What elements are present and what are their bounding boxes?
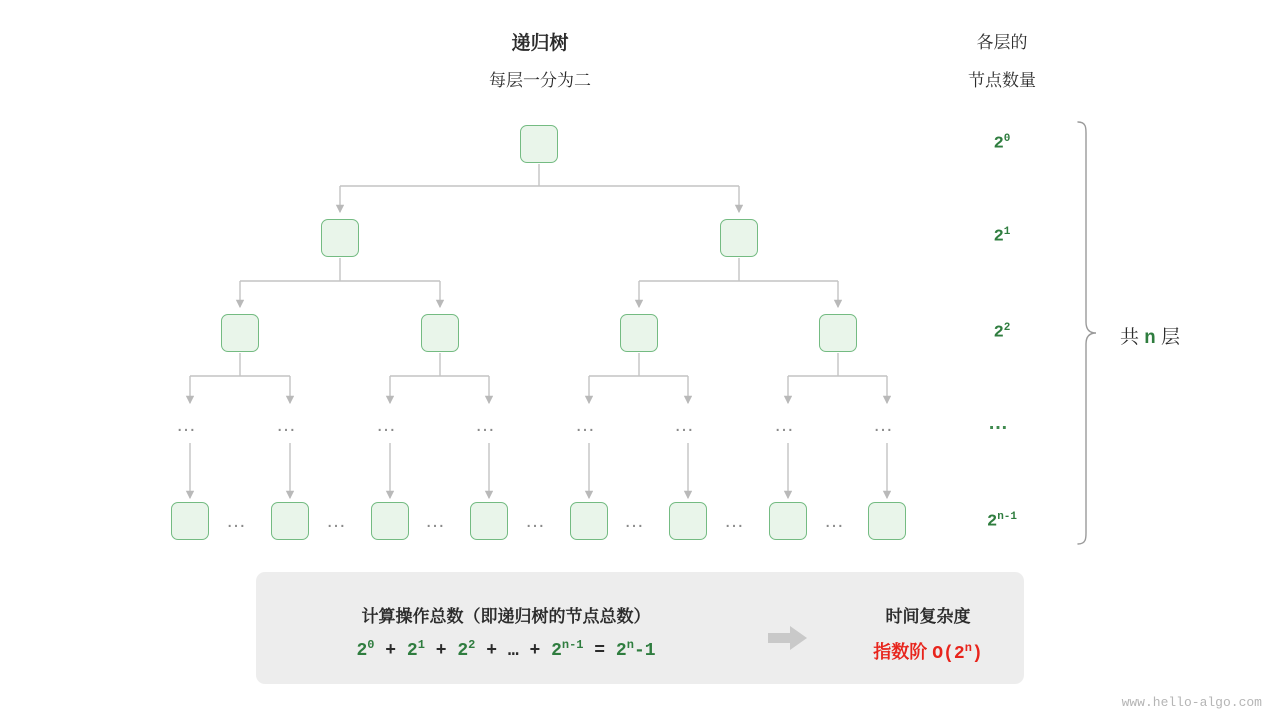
tree-node bbox=[171, 502, 209, 540]
tree-node bbox=[421, 314, 459, 352]
level-count-base: 2 bbox=[993, 323, 1004, 343]
ellipsis-dots: … bbox=[525, 510, 548, 532]
layers-suffix: 层 bbox=[1160, 327, 1180, 348]
formula-term-0: 2 bbox=[356, 641, 368, 661]
level-count-base: 2 bbox=[986, 512, 998, 532]
right-column-subtitle: 节点数量 bbox=[968, 71, 1036, 90]
time-complexity-title: 时间复杂度 bbox=[885, 607, 971, 626]
tree-node bbox=[868, 502, 906, 540]
ellipsis-dots: … bbox=[724, 510, 747, 532]
level-count-2 bbox=[942, 322, 1062, 343]
ellipsis-dots: … bbox=[575, 414, 598, 436]
ellipsis-dots: … bbox=[873, 414, 896, 436]
formula-term-4: 2 bbox=[615, 641, 627, 661]
diagram-subtitle: 每层一分为二 bbox=[489, 71, 591, 90]
complexity-close-paren: ) bbox=[971, 644, 983, 664]
total-layers-label bbox=[1120, 322, 1180, 349]
time-complexity-value bbox=[780, 638, 1076, 664]
tree-node bbox=[570, 502, 608, 540]
formula-ellipsis: … bbox=[507, 641, 519, 661]
tree-node bbox=[271, 502, 309, 540]
summary-panel bbox=[256, 572, 1024, 684]
layers-prefix: 共 bbox=[1120, 327, 1140, 348]
tree-node bbox=[371, 502, 409, 540]
tree-node bbox=[520, 125, 558, 163]
complexity-bigo: O(2 bbox=[932, 644, 965, 664]
formula-term-2: 2 bbox=[457, 641, 469, 661]
level-count-0 bbox=[942, 133, 1062, 154]
ellipsis-dots: … bbox=[376, 414, 399, 436]
level-count-exponent: 2 bbox=[1003, 322, 1011, 334]
formula-plus-2: + bbox=[435, 641, 447, 661]
complexity-order-label: 指数阶 bbox=[873, 642, 928, 662]
ellipsis-dots: … bbox=[326, 510, 349, 532]
formula-plus-1: + bbox=[385, 641, 397, 661]
level-count-exponent: 0 bbox=[1003, 133, 1011, 145]
tree-node bbox=[620, 314, 658, 352]
formula-equals: = bbox=[594, 641, 606, 661]
formula-minus-one: -1 bbox=[633, 641, 656, 661]
ellipsis-dots: … bbox=[824, 510, 847, 532]
operations-total-formula bbox=[256, 638, 756, 661]
ellipsis-dots: … bbox=[475, 414, 498, 436]
watermark: www.hello-algo.com bbox=[1121, 695, 1262, 710]
level-count-ellipsis: … bbox=[988, 412, 1011, 434]
formula-plus-3: + bbox=[486, 641, 497, 661]
formula-exp-3: n-1 bbox=[561, 638, 584, 652]
complexity-exponent: n bbox=[964, 641, 972, 655]
ellipsis-dots: … bbox=[774, 414, 797, 436]
tree-node bbox=[221, 314, 259, 352]
operations-total-title: 计算操作总数（即递归树的节点总数） bbox=[361, 607, 651, 626]
formula-term-3: 2 bbox=[551, 641, 562, 661]
ellipsis-dots: … bbox=[176, 414, 199, 436]
tree-node bbox=[669, 502, 707, 540]
ellipsis-dots: … bbox=[624, 510, 647, 532]
diagram-title: 递归树 bbox=[511, 33, 569, 54]
formula-plus-4: + bbox=[529, 641, 541, 661]
ellipsis-dots: … bbox=[276, 414, 299, 436]
level-count-exponent: 1 bbox=[1003, 226, 1011, 238]
level-count-base: 2 bbox=[993, 227, 1004, 247]
level-count-exponent: n-1 bbox=[997, 511, 1017, 523]
tree-node bbox=[769, 502, 807, 540]
tree-node bbox=[321, 219, 359, 257]
formula-exp-2: 2 bbox=[468, 638, 476, 652]
tree-node bbox=[720, 219, 758, 257]
level-count-1 bbox=[942, 226, 1062, 247]
formula-term-1: 2 bbox=[406, 641, 418, 661]
ellipsis-dots: … bbox=[226, 510, 249, 532]
ellipsis-dots: … bbox=[425, 510, 448, 532]
level-count-last bbox=[942, 511, 1062, 532]
tree-node bbox=[819, 314, 857, 352]
tree-node bbox=[470, 502, 508, 540]
formula-exp-4: n bbox=[626, 638, 634, 652]
level-count-base: 2 bbox=[993, 134, 1004, 154]
ellipsis-dots: … bbox=[674, 414, 697, 436]
layers-variable: n bbox=[1144, 327, 1156, 349]
formula-exp-0: 0 bbox=[367, 638, 375, 652]
right-column-title: 各层的 bbox=[976, 33, 1028, 52]
formula-exp-1: 1 bbox=[417, 638, 425, 652]
